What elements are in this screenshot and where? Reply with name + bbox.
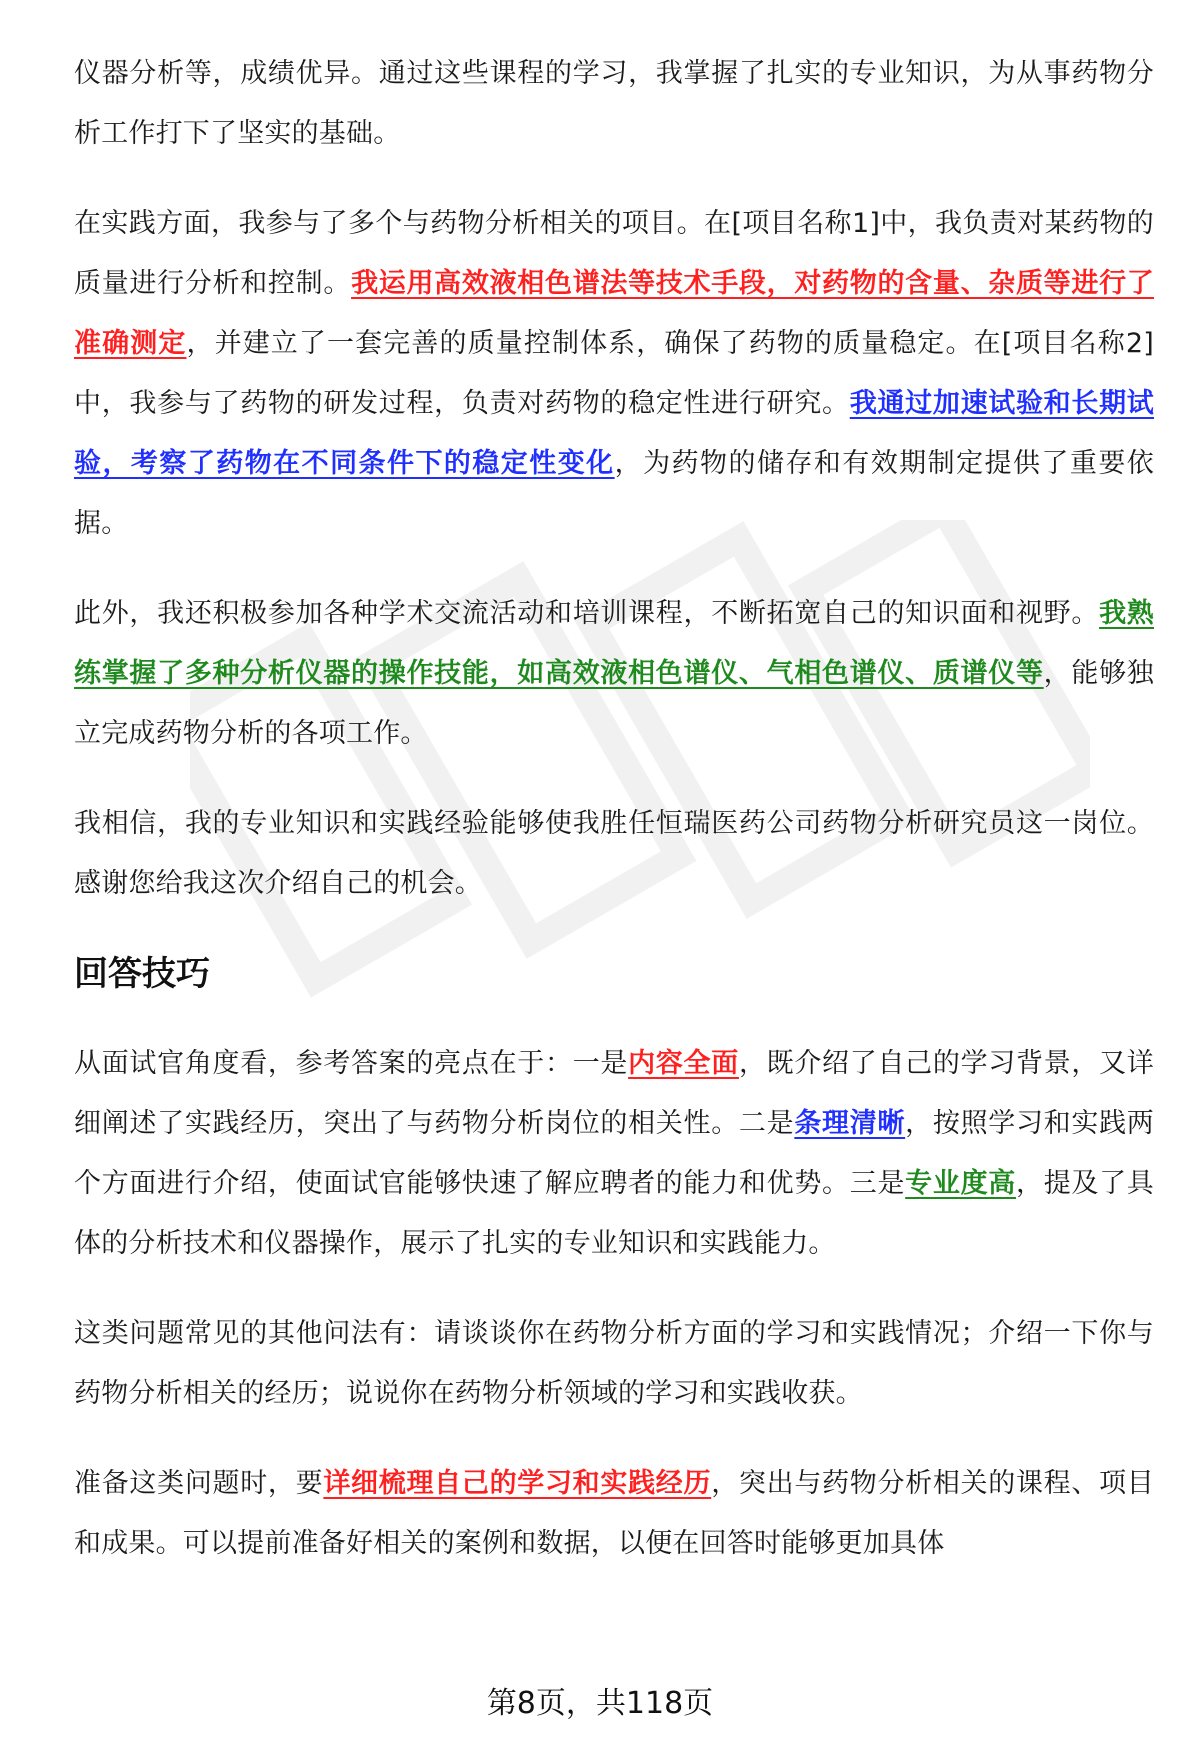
highlight-red: 详细梳理自己的学习和实践经历 [323, 1468, 712, 1499]
paragraph-other-questions: 这类问题常见的其他问法有：请谈谈你在药物分析方面的学习和实践情况；介绍一下你与药物分析相关的经历；说说你在药物分析领域的学习和实践收获。 [74, 1318, 1154, 1409]
highlight-red: 我运用高效液相色谱法等技术手段，对药物的含量、杂质等进行了准确测定 [74, 268, 1154, 359]
paragraph-education-end: 仪器分析等，成绩优异。通过这些课程的学习，我掌握了扎实的专业知识，为从事药物分析工作打下了坚实的基础。 [74, 58, 1154, 149]
paragraph-practice [74, 194, 1154, 554]
text-run: 准备这类问题时，要 [74, 1468, 324, 1499]
text-run: 从面试官角度看，参考答案的亮点在于：一是 [74, 1048, 629, 1079]
paragraph-closing: 我相信，我的专业知识和实践经验能够使我胜任恒瑞医药公司药物分析研究员这一岗位。感谢您给我这次介绍自己的机会。 [74, 808, 1154, 899]
paragraph-training [74, 584, 1154, 764]
highlight-blue: 我通过加速试验和长期试验，考察了药物在不同条件下的稳定性变化 [74, 388, 1154, 479]
document-page [74, 44, 1154, 1604]
text-run: ，突出与药物分析相关的课程、项目和成果。可以提前准备好相关的案例和数据，以便在回答时能够更加具体 [74, 1468, 1154, 1559]
page-number-footer: 第8页，共118页 [486, 1686, 714, 1721]
text-run: ，既介绍了自己的学习背景，又详细阐述了实践经历，突出了与药物分析岗位的相关性。二是 [74, 1048, 1155, 1139]
paragraph-preparation [74, 1454, 1154, 1574]
text-run: ，提及了具体的分析技术和仪器操作，展示了扎实的专业知识和实践能力。 [74, 1168, 1155, 1259]
text-run: 此外，我还积极参加各种学术交流活动和培训课程，不断拓宽自己的知识面和视野。 [74, 598, 1100, 629]
text-run: ，按照学习和实践两个方面进行介绍，使面试官能够快速了解应聘者的能力和优势。三是 [74, 1108, 1154, 1199]
highlight-green: 专业度高 [905, 1168, 1016, 1199]
text-run: ，并建立了一套完善的质量控制体系，确保了药物的质量稳定。在[项目名称2]中，我参与了药物的研发过程，负责对药物的稳定性进行研究。 [74, 328, 1154, 419]
highlight-green: 我熟练掌握了多种分析仪器的操作技能，如高效液相色谱仪、气相色谱仪、质谱仪等 [74, 598, 1154, 689]
highlight-red: 内容全面 [628, 1048, 739, 1079]
paragraph-highlights [74, 1034, 1154, 1274]
text-run: ，能够独立完成药物分析的各项工作。 [74, 658, 1154, 749]
text-run: ，为药物的储存和有效期制定提供了重要依据。 [74, 448, 1154, 539]
section-heading: 回答技巧 [74, 954, 210, 994]
text-run: 在实践方面，我参与了多个与药物分析相关的项目。在[项目名称1]中，我负责对某药物的质量进行分析和控制。 [74, 208, 1154, 299]
highlight-blue: 条理清晰 [794, 1108, 906, 1139]
